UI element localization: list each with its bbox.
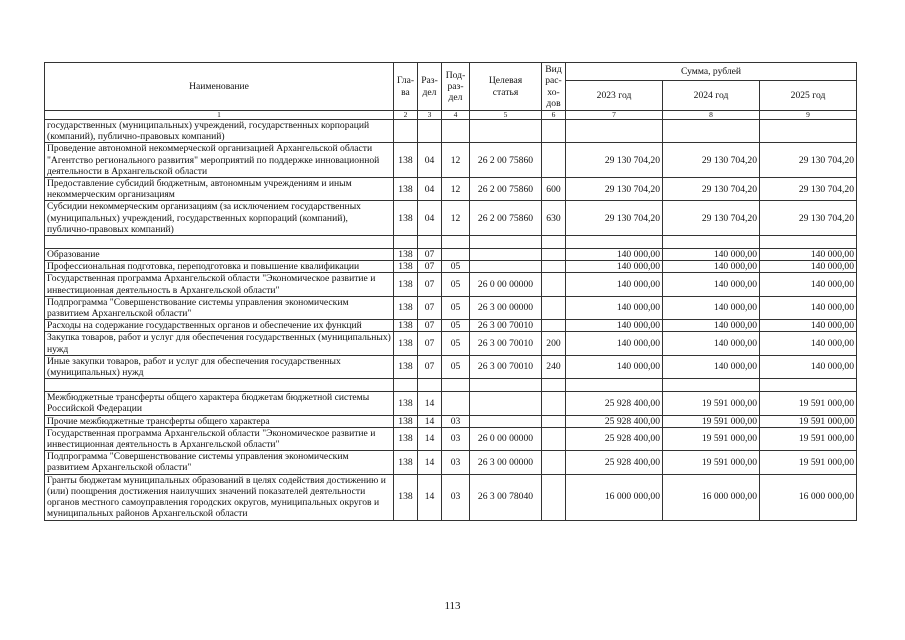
cell-podrazdel [442,120,470,143]
cell-vid [542,392,566,415]
cell-name: Подпрограмма "Совершенствование системы управления экономическим развитием Архангельской области" [45,296,394,319]
cell-podrazdel: 03 [442,415,470,427]
cell-2025: 19 591 000,00 [760,392,857,415]
cell-2025 [760,120,857,143]
empty-cell [663,236,760,249]
cell-2025: 140 000,00 [760,261,857,273]
cell-2024: 19 591 000,00 [663,451,760,474]
cell-2023: 140 000,00 [566,296,663,319]
header-podrazdel [442,63,470,111]
empty-cell [542,379,566,392]
cell-podrazdel: 12 [442,143,470,178]
cell-2024 [663,120,760,143]
cell-2025: 19 591 000,00 [760,415,857,427]
cell-razdel: 04 [418,143,442,178]
cell-2023: 140 000,00 [566,332,663,355]
header-name: Наименование [45,63,394,111]
header-line: раз- [447,80,464,92]
cell-glava: 138 [394,178,418,201]
cell-statya: 26 0 00 00000 [470,273,542,296]
cell-vid [542,427,566,450]
cell-razdel: 04 [418,178,442,201]
cell-razdel: 07 [418,332,442,355]
cell-2025: 29 130 704,20 [760,143,857,178]
header-vid [542,63,566,111]
cell-podrazdel: 03 [442,474,470,520]
cell-2023: 29 130 704,20 [566,178,663,201]
cell-glava: 138 [394,143,418,178]
cell-2024: 19 591 000,00 [663,415,760,427]
cell-razdel: 14 [418,392,442,415]
cell-name: Государственная программа Архангельской области "Экономическое развитие и инвестиционная деятельность в Архангельской области" [45,273,394,296]
cell-podrazdel: 05 [442,261,470,273]
cell-razdel: 07 [418,355,442,378]
cell-razdel: 14 [418,474,442,520]
cell-glava: 138 [394,201,418,236]
empty-cell [394,379,418,392]
cell-name: Закупка товаров, работ и услуг для обеспечения государственных (муниципальных) нужд [45,332,394,355]
table-body [45,120,857,521]
header-2025: 2025 год [760,81,857,111]
header-glava [394,63,418,111]
cell-glava [394,120,418,143]
cell-2025: 29 130 704,20 [760,178,857,201]
cell-2023: 140 000,00 [566,249,663,261]
cell-razdel: 14 [418,427,442,450]
cell-2024: 29 130 704,20 [663,143,760,178]
cell-razdel: 07 [418,296,442,319]
empty-cell [470,236,542,249]
cell-2024: 140 000,00 [663,355,760,378]
cell-glava: 138 [394,451,418,474]
cell-podrazdel: 05 [442,320,470,332]
table-row [45,143,857,178]
cell-razdel: 07 [418,261,442,273]
empty-cell [418,236,442,249]
cell-2025: 140 000,00 [760,249,857,261]
table-row [45,332,857,355]
cell-2025: 140 000,00 [760,273,857,296]
cell-podrazdel: 05 [442,332,470,355]
cell-statya: 26 2 00 75860 [470,178,542,201]
cell-vid [542,249,566,261]
table-row [45,474,857,520]
cell-statya: 26 3 00 00000 [470,296,542,319]
cell-name: Иные закупки товаров, работ и услуг для обеспечения государственных (муниципальных) нужд [45,355,394,378]
empty-cell [542,236,566,249]
header-2024: 2024 год [663,81,760,111]
cell-2023: 140 000,00 [566,355,663,378]
cell-razdel [418,120,442,143]
cell-razdel: 07 [418,249,442,261]
cell-2025: 140 000,00 [760,296,857,319]
cell-name: Расходы на содержание государственных органов и обеспечение их функций [45,320,394,332]
cell-2023: 140 000,00 [566,261,663,273]
table-row [45,392,857,415]
cell-2023: 16 000 000,00 [566,474,663,520]
header-razdel [418,63,442,111]
table-row [45,427,857,450]
cell-name: Проведение автономной некоммерческой организацией Архангельской области "Агентство регионального развития" мероприятий по поддержке инновационной деятельности в Архангельской области [45,143,394,178]
cell-2023: 25 928 400,00 [566,392,663,415]
cell-2024: 140 000,00 [663,261,760,273]
header-line: Гла- [396,75,415,87]
cell-2023: 140 000,00 [566,273,663,296]
column-number: 8 [663,111,760,120]
cell-2023 [566,120,663,143]
empty-cell [418,379,442,392]
cell-2024: 140 000,00 [663,273,760,296]
header-line: Раз- [421,75,438,87]
cell-glava: 138 [394,261,418,273]
header-line: дел [422,86,437,98]
cell-name: Субсидии некоммерческим организациям (за исключением государственных (муниципальных) учреждений, государственных корпораций (компаний), публично-правовых компаний) [45,201,394,236]
empty-cell [663,379,760,392]
cell-2025: 140 000,00 [760,332,857,355]
cell-2024: 29 130 704,20 [663,178,760,201]
cell-vid: 600 [542,178,566,201]
header-statya [470,63,542,111]
cell-2024: 140 000,00 [663,296,760,319]
column-number-row [45,111,857,120]
cell-name: Подпрограмма "Совершенствование системы управления экономическим развитием Архангельской области" [45,451,394,474]
cell-podrazdel: 12 [442,178,470,201]
column-number: 1 [45,111,394,120]
cell-2025: 19 591 000,00 [760,427,857,450]
header-line: хо- [547,86,560,98]
cell-podrazdel: 12 [442,201,470,236]
cell-razdel: 14 [418,415,442,427]
header-line: дел [448,92,463,104]
table-row [45,451,857,474]
cell-2023: 25 928 400,00 [566,415,663,427]
cell-statya: 26 0 00 00000 [470,427,542,450]
cell-vid [542,273,566,296]
cell-name: Гранты бюджетам муниципальных образований в целях содействия достижению и (или) поощрения достижения наилучших значений показателей деятельности органов местного самоуправления городских округов, муниципальных округов и муниципальных районов Архангельской области [45,474,394,520]
cell-2024: 16 000 000,00 [663,474,760,520]
cell-2024: 140 000,00 [663,332,760,355]
cell-podrazdel: 05 [442,273,470,296]
cell-glava: 138 [394,320,418,332]
empty-cell [45,236,394,249]
cell-razdel: 07 [418,320,442,332]
cell-glava: 138 [394,392,418,415]
empty-cell [760,236,857,249]
cell-glava: 138 [394,296,418,319]
cell-glava: 138 [394,474,418,520]
cell-vid: 200 [542,332,566,355]
cell-2025: 140 000,00 [760,320,857,332]
cell-glava: 138 [394,332,418,355]
cell-name: Прочие межбюджетные трансферты общего характера [45,415,394,427]
cell-2023: 25 928 400,00 [566,451,663,474]
header-line: Под- [445,69,466,81]
column-number: 7 [566,111,663,120]
cell-razdel: 14 [418,451,442,474]
cell-statya [470,249,542,261]
cell-glava: 138 [394,427,418,450]
table-row [45,320,857,332]
cell-statya: 26 3 00 70010 [470,355,542,378]
cell-name: Межбюджетные трансферты общего характера бюджетам бюджетной системы Российской Федерации [45,392,394,415]
cell-2023: 140 000,00 [566,320,663,332]
table-row [45,201,857,236]
cell-2025: 19 591 000,00 [760,451,857,474]
cell-statya: 26 2 00 75860 [470,201,542,236]
cell-2024: 19 591 000,00 [663,427,760,450]
header-line: Целевая [488,75,523,87]
cell-vid [542,474,566,520]
table-row [45,120,857,143]
cell-glava: 138 [394,249,418,261]
header-line: Вид [545,64,562,76]
cell-podrazdel [442,249,470,261]
column-number: 5 [470,111,542,120]
cell-statya [470,392,542,415]
cell-razdel: 07 [418,273,442,296]
table-header [45,63,857,120]
cell-name: Предоставление субсидий бюджетным, автономным учреждениям и иным некоммерческим организациям [45,178,394,201]
spacer-row [45,379,857,392]
table-row [45,415,857,427]
cell-podrazdel: 03 [442,451,470,474]
cell-vid [542,120,566,143]
header-line: рас- [545,75,562,87]
cell-glava: 138 [394,355,418,378]
cell-2023: 29 130 704,20 [566,201,663,236]
header-line: ва [401,86,410,98]
cell-podrazdel: 03 [442,427,470,450]
empty-cell [470,379,542,392]
cell-statya: 26 3 00 70010 [470,332,542,355]
column-number: 2 [394,111,418,120]
cell-2024: 140 000,00 [663,249,760,261]
cell-statya [470,120,542,143]
cell-razdel: 04 [418,201,442,236]
cell-vid: 240 [542,355,566,378]
cell-podrazdel: 05 [442,355,470,378]
cell-2025: 29 130 704,20 [760,201,857,236]
cell-2023: 25 928 400,00 [566,427,663,450]
header-2023: 2023 год [566,81,663,111]
page-number: 113 [444,600,461,612]
cell-vid [542,143,566,178]
cell-statya: 26 3 00 00000 [470,451,542,474]
cell-2024: 19 591 000,00 [663,392,760,415]
cell-vid [542,451,566,474]
cell-2025: 16 000 000,00 [760,474,857,520]
header-line: статья [492,86,519,98]
cell-podrazdel [442,392,470,415]
cell-2025: 140 000,00 [760,355,857,378]
budget-table [44,62,857,521]
column-number: 9 [760,111,857,120]
table-row [45,355,857,378]
cell-2024: 29 130 704,20 [663,201,760,236]
table-row [45,249,857,261]
empty-cell [442,236,470,249]
cell-2024: 140 000,00 [663,320,760,332]
empty-cell [566,379,663,392]
cell-glava: 138 [394,415,418,427]
cell-vid [542,320,566,332]
empty-cell [394,236,418,249]
header-line: дов [546,97,561,109]
cell-2023: 29 130 704,20 [566,143,663,178]
cell-statya [470,261,542,273]
cell-vid [542,261,566,273]
table-row [45,178,857,201]
table-row [45,261,857,273]
cell-statya: 26 2 00 75860 [470,143,542,178]
table-row [45,273,857,296]
cell-name: Образование [45,249,394,261]
empty-cell [760,379,857,392]
cell-name: Государственная программа Архангельской области "Экономическое развитие и инвестиционная деятельность в Архангельской области" [45,427,394,450]
empty-cell [442,379,470,392]
column-number: 4 [442,111,470,120]
empty-cell [566,236,663,249]
cell-glava: 138 [394,273,418,296]
empty-cell [45,379,394,392]
table-row [45,296,857,319]
cell-statya: 26 3 00 70010 [470,320,542,332]
cell-statya: 26 3 00 78040 [470,474,542,520]
cell-vid [542,296,566,319]
cell-vid: 630 [542,201,566,236]
column-number: 6 [542,111,566,120]
header-summa: Сумма, рублей [566,63,857,81]
cell-podrazdel: 05 [442,296,470,319]
cell-name: государственных (муниципальных) учреждений, государственных корпораций (компаний), публично-правовых компаний) [45,120,394,143]
spacer-row [45,236,857,249]
cell-vid [542,415,566,427]
column-number: 3 [418,111,442,120]
cell-statya [470,415,542,427]
cell-name: Профессиональная подготовка, переподготовка и повышение квалификации [45,261,394,273]
